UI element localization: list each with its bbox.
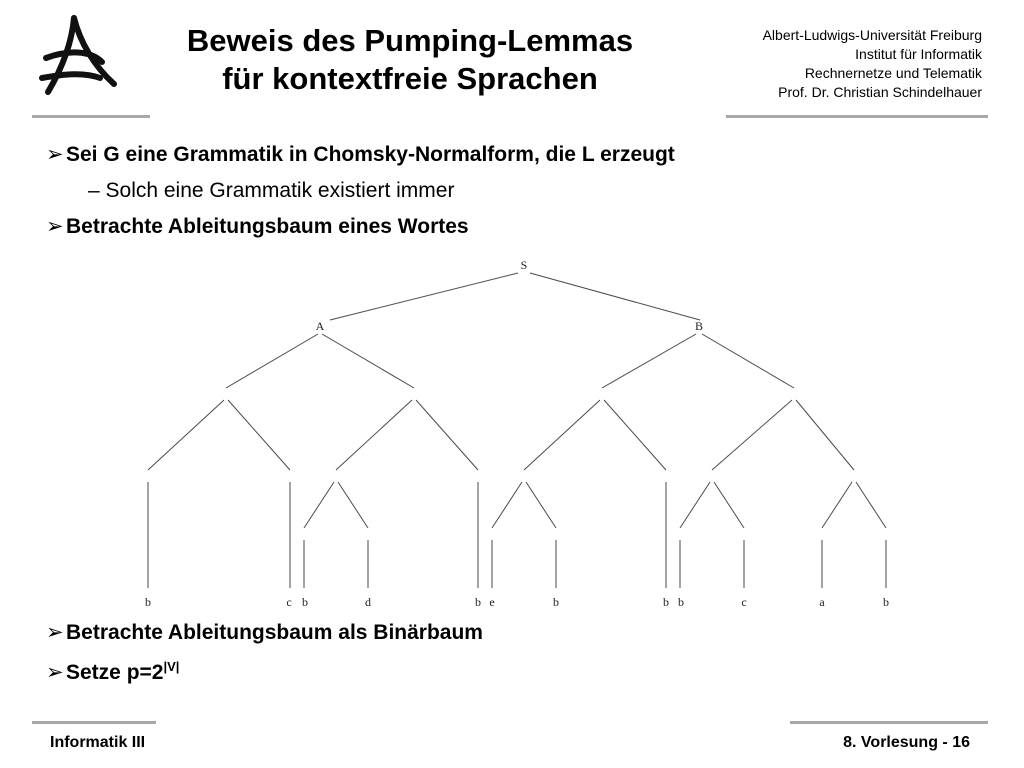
institution-line-2: Institut für Informatik <box>855 46 982 62</box>
tree-edge <box>680 482 710 528</box>
tree-edge <box>322 334 414 388</box>
bullet-arrow-icon: ➢ <box>46 621 64 644</box>
tree-edge <box>702 334 794 388</box>
tree-edge <box>822 482 852 528</box>
tree-leaf: b <box>475 595 481 609</box>
tree-edge <box>602 334 696 388</box>
tree-edge <box>524 400 600 470</box>
bullet-text: Betrachte Ableitungsbaum als Binärbaum <box>66 621 483 644</box>
bullet-item <box>46 620 483 646</box>
tree-leaf: b <box>663 595 669 609</box>
tree-leaf: c <box>741 595 747 609</box>
tree-leaf: a <box>819 595 825 609</box>
tree-edge <box>856 482 886 528</box>
tree-leaf: b <box>553 595 559 609</box>
bullet-text: Sei G eine Grammatik in Chomsky-Normalform, die L erzeugt <box>66 143 675 166</box>
tree-edge <box>338 482 368 528</box>
footer-divider-right <box>790 721 988 724</box>
bullet-superscript: |V| <box>163 659 180 674</box>
tree-edge <box>492 482 522 528</box>
institution-line-1: Albert-Ludwigs-Universität Freiburg <box>762 27 982 43</box>
bullet-arrow-icon: ➢ <box>46 143 64 166</box>
bullet-arrow-icon: ➢ <box>46 661 64 684</box>
bullet-arrow-icon: ➢ <box>46 215 64 238</box>
tree-edge <box>416 400 478 470</box>
tree-edge <box>714 482 744 528</box>
footer-divider-left <box>32 721 156 724</box>
tree-leaf: b <box>145 595 151 609</box>
tree-edge <box>604 400 666 470</box>
title-line-2: für kontextfreie Sprachen <box>222 61 598 96</box>
tree-leaf: b <box>678 595 684 609</box>
tree-edge <box>526 482 556 528</box>
tree-edge <box>796 400 854 470</box>
tree-leaf: c <box>286 595 292 609</box>
tree-edge <box>336 400 412 470</box>
tree-node-a: A <box>315 319 325 333</box>
footer-slide-number: 8. Vorlesung - 16 <box>843 734 970 751</box>
tree-leaf: b <box>883 595 889 609</box>
tree-edge <box>228 400 290 470</box>
tree-edge <box>712 400 792 470</box>
footer-course: Informatik III <box>50 734 146 751</box>
tree-leaf: e <box>489 595 495 609</box>
bullet-text: Betrachte Ableitungsbaum eines Wortes <box>66 215 469 238</box>
tree-edge <box>304 482 334 528</box>
tree-edge <box>226 334 318 388</box>
tree-node-b: B <box>694 319 704 333</box>
tree-leaf: d <box>365 595 371 609</box>
tree-edge <box>530 273 700 320</box>
bullet-item <box>46 660 179 686</box>
tree-leaf: b <box>302 595 308 609</box>
tree-node-root: S <box>520 258 528 272</box>
tree-edge <box>148 400 224 470</box>
bullet-text: Setze p=2 <box>66 661 164 684</box>
institution-line-3: Rechnernetze und Telematik <box>804 65 982 81</box>
institution-line-4: Prof. Dr. Christian Schindelhauer <box>778 84 982 100</box>
tree-edge <box>330 273 518 320</box>
sub-bullet-item: – Solch eine Grammatik existiert immer <box>88 179 455 202</box>
title-line-1: Beweis des Pumping-Lemmas <box>186 23 634 58</box>
